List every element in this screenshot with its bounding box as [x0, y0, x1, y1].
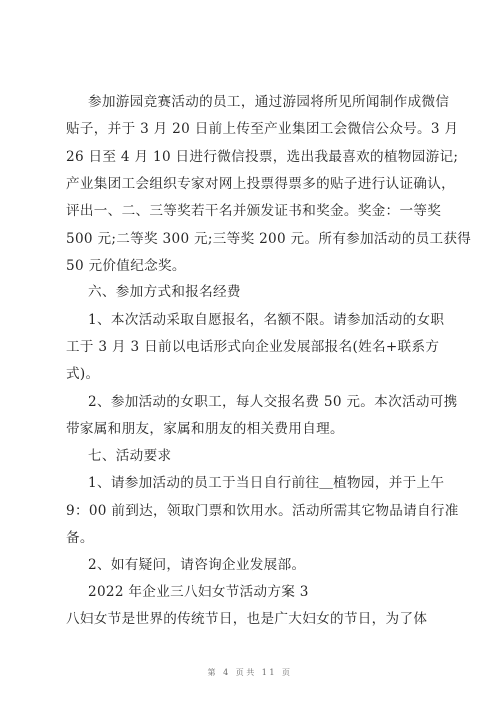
section-heading: 七、活动要求: [88, 448, 172, 464]
text-line: 1、本次活动采取自愿报名，名额不限。请参加活动的女职: [88, 312, 445, 328]
text-line: 式)。: [66, 366, 100, 382]
text-line: 9：00 前到达，领取门票和饮用水。活动所需其它物品请自行准: [66, 503, 459, 519]
text-line: 26 日至 4 月 10 日进行微信投票，选出我最喜欢的植物园游记;: [66, 149, 459, 165]
text-line: 50 元价值纪念奖。: [66, 258, 186, 274]
text-line: 带家属和朋友，家属和朋友的相关费用自理。: [66, 421, 344, 437]
text-line: 500 元;二等奖 300 元;三等奖 200 元。所有参加活动的员工获得: [66, 231, 472, 247]
footer-prefix: 第: [207, 668, 219, 677]
text-line: 评出一、二、三等奖若干名并颁发证书和奖金。奖金：一等奖: [66, 203, 442, 219]
text-line: 贴子，并于 3 月 20 日前上传至产业集团工会微信公众号。3 月: [66, 121, 459, 137]
text-line: 产业集团工会组织专家对网上投票得票多的贴子进行认证确认，: [66, 176, 456, 192]
text-line: 备。: [66, 530, 94, 546]
text-line: 参加游园竞赛活动的员工，通过游园将所见所闻制作成微信: [88, 94, 450, 110]
text-line: 2、如有疑问，请咨询企业发展部。: [88, 557, 306, 573]
page-footer: [0, 667, 500, 678]
text-line: 1、请参加活动的员工于当日自行前往＿植物园，并于上午: [88, 475, 445, 491]
text-line: 2、参加活动的女职工，每人交报名费 50 元。本次活动可携: [88, 394, 458, 410]
total-pages-number: 11: [261, 668, 277, 677]
section-heading: 六、参加方式和报名经费: [88, 284, 241, 300]
footer-middle: 页共: [235, 668, 257, 677]
text-line: 工于 3 月 3 日前以电话形式向企业发展部报名(姓名+联系方: [66, 339, 440, 355]
document-title: 2022 年企业三八妇女节活动方案 3: [88, 584, 309, 600]
current-page-number: 4: [223, 668, 231, 677]
footer-suffix: 页: [281, 668, 293, 677]
text-line: 八妇女节是世界的传统节日，也是广大妇女的节日，为了体: [66, 611, 428, 627]
